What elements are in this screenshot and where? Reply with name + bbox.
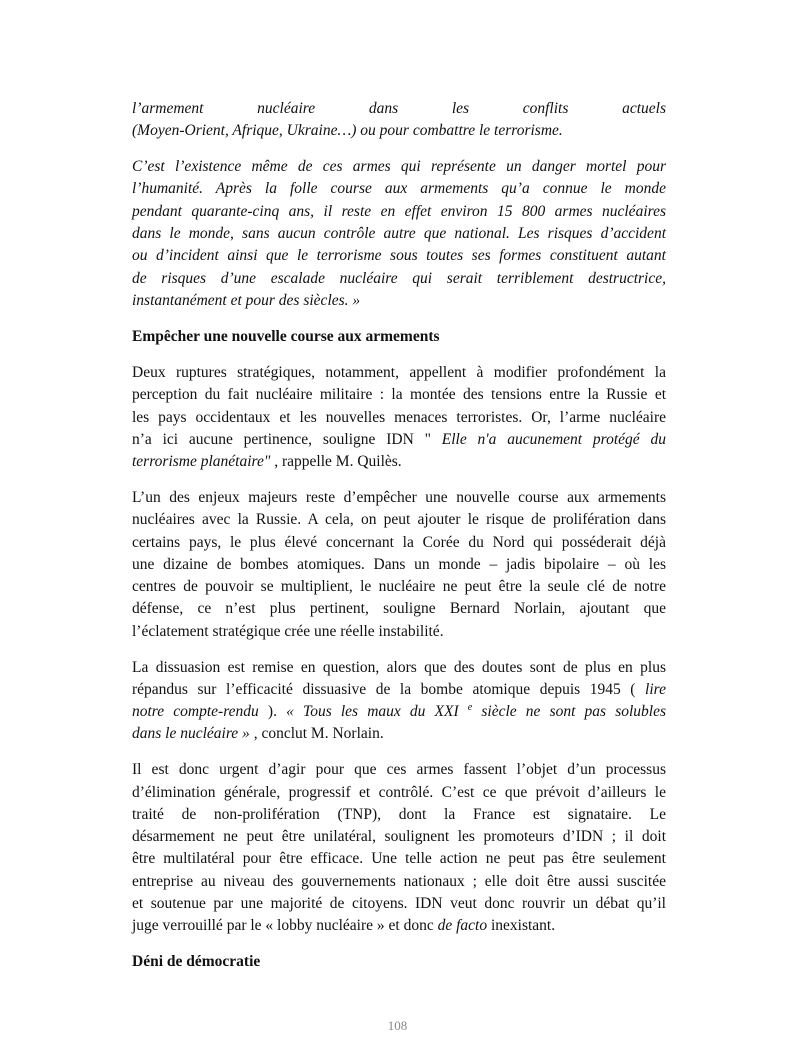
text-line xyxy=(132,701,666,723)
text-run: Il est donc urgent d’agir pour que ces armes fassent l’objet d’un processus xyxy=(132,761,666,779)
text-line xyxy=(132,451,666,473)
document-body xyxy=(132,98,666,987)
text-run: d’élimination générale, progressif et contrôlé. C’est ce que prévoit d’ailleurs le xyxy=(132,783,666,801)
text-run: être multilatéral pour être efficace. Une telle action ne peut pas être seulement xyxy=(132,850,666,868)
italic-text: (Moyen-Orient, Afrique, Ukraine…) ou pour combattre le terrorisme. xyxy=(132,122,563,140)
text-line xyxy=(132,893,666,915)
text-line xyxy=(132,429,666,451)
section-heading xyxy=(132,326,666,348)
text-line xyxy=(132,723,666,745)
text-run: L’un des enjeux majeurs reste d’empêcher une nouvelle course aux armements xyxy=(132,488,666,506)
text-run: perception du fait nucléaire militaire : la montée des tensions entre la Russie et xyxy=(132,386,666,404)
italic-text: lire xyxy=(645,680,666,698)
paragraph xyxy=(132,156,666,312)
section-heading xyxy=(132,951,666,973)
text-run: Deux ruptures stratégiques, notamment, appellent à modifier profondément la xyxy=(132,363,666,381)
italic-text: instantanément et pour des siècles. » xyxy=(132,291,361,309)
text-line xyxy=(132,223,666,245)
text-line xyxy=(132,871,666,893)
italic-text: C’est l’existence même de ces armes qui représente un danger mortel pour xyxy=(132,158,666,176)
text-line xyxy=(132,326,666,348)
italic-text: l’armement nucléaire dans les conflits actuels xyxy=(132,100,666,117)
text-line xyxy=(132,487,666,509)
text-run: traité de non-prolifération (TNP), dont la France est signataire. Le xyxy=(132,805,666,823)
text-line xyxy=(132,782,666,804)
text-line xyxy=(132,245,666,267)
text-line xyxy=(132,362,666,384)
text-line xyxy=(132,759,666,781)
text-line xyxy=(132,657,666,679)
italic-text: pendant quarante-cinq ans, il reste en effet environ 15 800 armes nucléaires xyxy=(132,202,666,220)
text-run: et soutenue par une majorité de citoyens. IDN veut donc rouvrir un débat qu’il xyxy=(132,895,666,912)
text-line xyxy=(132,268,666,290)
text-line xyxy=(132,98,666,120)
text-line xyxy=(132,915,666,937)
text-line xyxy=(132,384,666,406)
text-line xyxy=(132,598,666,620)
text-line xyxy=(132,120,666,142)
text-run: les pays occidentaux et les nouvelles menaces terroristes. Or, l’arme nucléaire xyxy=(132,408,666,426)
page-number: 108 xyxy=(387,1018,408,1033)
italic-text: terrorisme planétaire" xyxy=(132,453,271,471)
text-line xyxy=(132,804,666,826)
text-run: Empêcher une nouvelle course aux armements xyxy=(132,327,440,345)
text-run: n’a ici aucune pertinence, souligne IDN " xyxy=(132,430,442,448)
text-line xyxy=(132,951,666,973)
text-line xyxy=(132,178,666,200)
text-run: La dissuasion est remise en question, alors que des doutes sont de plus en plus xyxy=(132,658,666,676)
text-line xyxy=(132,509,666,531)
superscript: e xyxy=(467,701,473,713)
text-line xyxy=(132,826,666,848)
text-line xyxy=(132,532,666,554)
italic-text: ou d’incident ainsi que le terrorisme sous toutes ses formes constituent autant xyxy=(132,247,666,265)
text-run: , rappelle M. Quilès. xyxy=(270,453,402,471)
paragraph xyxy=(132,487,666,643)
text-run: une dizaine de bombes atomiques. Dans un monde – jadis bipolaire – où les xyxy=(132,555,666,573)
italic-text: de facto xyxy=(437,917,488,935)
italic-text: siècle ne sont pas solubles xyxy=(472,703,667,721)
paragraph xyxy=(132,362,666,473)
text-line xyxy=(132,679,666,701)
text-line xyxy=(132,848,666,870)
text-run: répandus sur l’efficacité dissuasive de la bombe atomique depuis 1945 ( xyxy=(132,680,646,698)
text-line xyxy=(132,407,666,429)
text-line xyxy=(132,290,666,312)
italic-text: de risques d’une escalade nucléaire qui serait terriblement destructrice, xyxy=(132,269,666,287)
paragraph xyxy=(132,657,666,746)
text-run: défense, ce n’est plus pertinent, souligne Bernard Norlain, ajoutant que xyxy=(132,600,666,618)
text-line xyxy=(132,576,666,598)
text-run: centres de pouvoir se multiplient, le nucléaire ne peut être la seule clé de notre xyxy=(132,578,666,596)
text-run: certains pays, le plus élevé concernant la Corée du Nord qui posséderait déjà xyxy=(132,533,666,551)
paragraph xyxy=(132,98,666,143)
text-line xyxy=(132,621,666,643)
paragraph xyxy=(132,759,666,937)
italic-text: dans le monde, sans aucun contrôle autre que national. Les risques d’accident xyxy=(132,224,666,242)
italic-text: notre compte-rendu xyxy=(132,703,259,721)
text-run: ). xyxy=(258,703,287,721)
text-run: entreprise au niveau des gouvernements nationaux ; elle doit être aussi suscitée xyxy=(132,872,666,890)
text-run: l’éclatement stratégique crée une réelle instabilité. xyxy=(132,622,444,640)
italic-text: Elle n'a aucunement protégé du xyxy=(441,430,666,448)
text-line xyxy=(132,554,666,576)
text-run: Déni de démocratie xyxy=(132,953,261,971)
text-run: désarmement ne peut être unilatéral, soulignent les promoteurs d’IDN ; il doit xyxy=(132,828,666,846)
text-line xyxy=(132,201,666,223)
text-line xyxy=(132,156,666,178)
italic-text: « Tous les maux du XXI xyxy=(286,703,468,721)
text-run: juge verrouillé par le « lobby nucléaire » et donc xyxy=(132,917,438,935)
text-run: nucléaires avec la Russie. A cela, on peut ajouter le risque de prolifération dans xyxy=(132,511,666,529)
italic-text: l’humanité. Après la folle course aux armements qu’a connue le monde xyxy=(132,180,666,198)
text-run: , conclut M. Norlain. xyxy=(249,725,384,743)
text-run: inexistant. xyxy=(487,917,556,935)
italic-text: dans le nucléaire » xyxy=(132,725,250,743)
